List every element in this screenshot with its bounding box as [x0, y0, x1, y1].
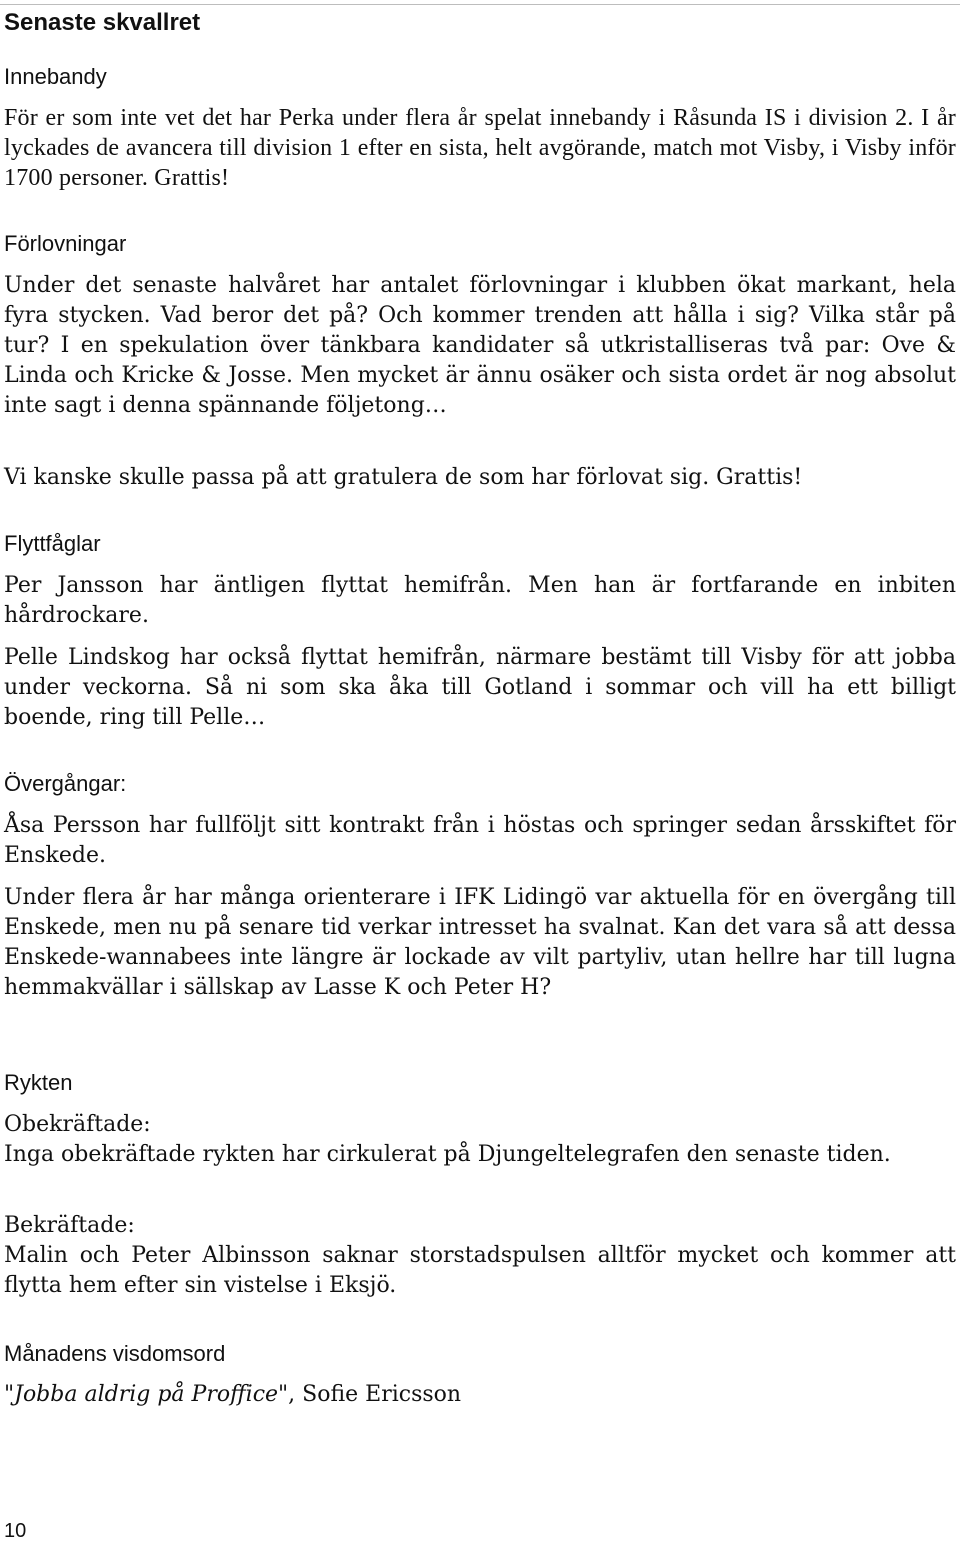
paragraph-forlovningar-2: Vi kanske skulle passa på att gratulera de som har förlovat sig. Grattis!: [4, 465, 803, 490]
section-heading-flyttfaglar: Flyttfåglar: [4, 531, 101, 556]
page-title: Senaste skvallret: [4, 9, 201, 36]
section-heading-visdomsord: Månadens visdomsord: [4, 1341, 226, 1366]
section-heading-overgangar: Övergångar:: [4, 771, 127, 796]
paragraph-forlovningar-1: Under det senaste halvåret har antalet förlovningar i klubben ökat markant, hela fyra stycken. Vad beror det på? Och kommer trenden att hålla i sig? Vilka står på tur? I en spekulation över tänkbara kandidater så utkristalliseras två par: Ove & Linda och Kricke & Josse. Men mycket är ännu osäker och sista ordet är nog absolut inte sagt i denna spännande följetong…: [4, 273, 956, 418]
rykten-confirmed-text: Malin och Peter Albinsson saknar storstadspulsen alltför mycket och kommer att flytta hem efter sin vistelse i Eksjö.: [4, 1243, 956, 1298]
section-heading-rykten: Rykten: [4, 1070, 73, 1095]
section-heading-innebandy: Innebandy: [4, 64, 107, 89]
top-rule: [0, 4, 960, 5]
paragraph-innebandy: För er som inte vet det har Perka under flera år spelat innebandy i Råsunda IS i division 2. I år lyckades de avancera till division 1 efter en sista, helt avgörande, match mot Visby, i Visby inför 1700 personer. Grattis!: [4, 105, 956, 191]
rykten-unconfirmed-text: Inga obekräftade rykten har cirkulerat på Djungeltelegrafen den senaste tiden.: [4, 1142, 891, 1167]
visdomsord-line: [4, 1380, 461, 1410]
paragraph-flyttfaglar-1: Per Jansson har äntligen flyttat hemifrån. Men han är fortfarande en inbiten hårdrockare.: [4, 573, 956, 628]
section-heading-forlovningar: Förlovningar: [4, 231, 127, 256]
visdomsord-attribution: , Sofie Ericsson: [288, 1382, 462, 1407]
paragraph-overgangar-2: Under flera år har många orienterare i IFK Lidingö var aktuella för en övergång till Enskede, men nu på senare tid verkar intresset ha svalnat. Kan det vara så att dessa Enskede-wannabees inte längre är lockade av vilt partyliv, utan hellre har till lugna hemmakvällar i sällskap av Lasse K och Peter H?: [4, 885, 956, 1000]
visdomsord-quote: "Jobba aldrig på Proffice": [4, 1382, 289, 1407]
page-number: 10: [4, 1520, 27, 1542]
paragraph-flyttfaglar-2: Pelle Lindskog har också flyttat hemifrån, närmare bestämt till Visby för att jobba under veckorna. Så ni som ska åka till Gotland i sommar och vill ha ett billigt boende, ring till Pelle…: [4, 645, 956, 730]
rykten-confirmed-label: Bekräftade:: [4, 1213, 135, 1238]
rykten-unconfirmed-label: Obekräftade:: [4, 1112, 151, 1137]
paragraph-overgangar-1: Åsa Persson har fullföljt sitt kontrakt från i höstas och springer sedan årsskiftet för Enskede.: [4, 813, 956, 868]
